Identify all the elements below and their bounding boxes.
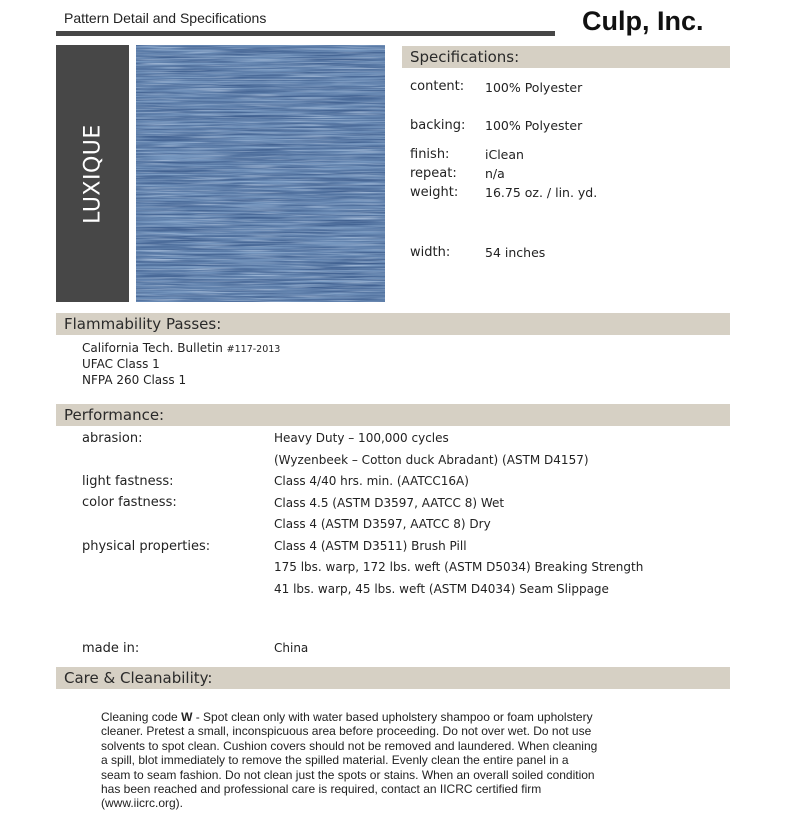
care-line-7: (www.iicrc.org). [101,796,184,811]
perf-value-physical-1: Class 4 (ASTM D3511) Brush Pill [274,539,467,553]
company-name: Culp, Inc. [582,6,704,36]
care-line-2: cleaner. Pretest a small, inconspicuous area before proceeding. Do not over wet. Do not use [101,724,592,739]
spec-label-width: width: [410,245,451,260]
document-title: Pattern Detail and Specifications [64,10,267,26]
care-line-3: solvents to spot clean. Cushion covers should not be removed and laundered. When cleaning [101,738,598,753]
care-header [56,667,730,689]
pattern-name-band [56,45,129,302]
care-prefix: Cleaning code [101,710,182,724]
cleaning-code: W [181,710,193,724]
flammability-line [82,341,280,355]
spec-value-content: 100% Polyester [485,80,583,95]
care-line-1 [101,710,691,724]
perf-value-physical-3: 41 lbs. warp, 45 lbs. weft (ASTM D4034) Seam Slippage [274,582,609,596]
care-instructions [101,710,691,811]
flammability-title: Flammability Passes: [64,315,222,333]
perf-value-light-fastness: Class 4/40 hrs. min. (AATCC16A) [274,474,469,488]
perf-label-made-in: made in: [82,641,140,656]
specifications-title: Specifications: [410,48,520,66]
spec-value-repeat: n/a [485,166,505,181]
spec-label-backing: backing: [410,118,466,133]
perf-value-made-in: China [274,641,309,655]
perf-value-physical-2: 175 lbs. warp, 172 lbs. weft (ASTM D5034) Breaking Strength [274,560,644,574]
perf-label-abrasion: abrasion: [82,431,143,446]
flammability-ctb-number: #117-2013 [226,344,281,355]
title-rule [56,31,555,36]
spec-label-finish: finish: [410,147,450,162]
fabric-swatch-image [136,45,385,302]
perf-value-abrasion-2: (Wyzenbeek – Cotton duck Abradant) (ASTM D4157) [274,453,589,467]
perf-value-abrasion-1: Heavy Duty – 100,000 cycles [274,431,449,445]
care-line-4: a spill, blot immediately to remove the spilled material. Evenly clean the entire panel in a [101,753,569,768]
spec-value-weight: 16.75 oz. / lin. yd. [485,185,598,200]
perf-label-light-fastness: light fastness: [82,474,174,489]
flammability-ctb: California Tech. Bulletin [82,341,227,355]
perf-label-color-fastness: color fastness: [82,495,177,510]
perf-label-physical: physical properties: [82,539,211,554]
care-title: Care & Cleanability: [64,669,213,687]
performance-title: Performance: [64,406,165,424]
care-line-5: seam to seam fashion. Do not clean just the spots or stains. When an overall soiled condition [101,767,595,782]
care-line-6: has been reached and professional care is required, contact an IICRC certified firm [101,782,542,797]
spec-label-weight: weight: [410,185,459,200]
spec-value-backing: 100% Polyester [485,118,583,133]
perf-value-color-fastness-1: Class 4.5 (ASTM D3597, AATCC 8) Wet [274,496,505,510]
flammability-header [56,313,730,335]
care-line-1-text: - Spot clean only with water based upholstery shampoo or foam upholstery [192,710,593,724]
flammability-nfpa: NFPA 260 Class 1 [82,373,187,387]
performance-header [56,404,730,426]
spec-value-width: 54 inches [485,245,546,260]
perf-value-color-fastness-2: Class 4 (ASTM D3597, AATCC 8) Dry [274,517,491,531]
pattern-name: LUXIQUE [80,123,105,224]
specifications-header [402,46,730,68]
flammability-ufac: UFAC Class 1 [82,357,160,371]
spec-label-content: content: [410,79,465,94]
spec-label-repeat: repeat: [410,166,457,181]
spec-value-finish: iClean [485,147,524,162]
